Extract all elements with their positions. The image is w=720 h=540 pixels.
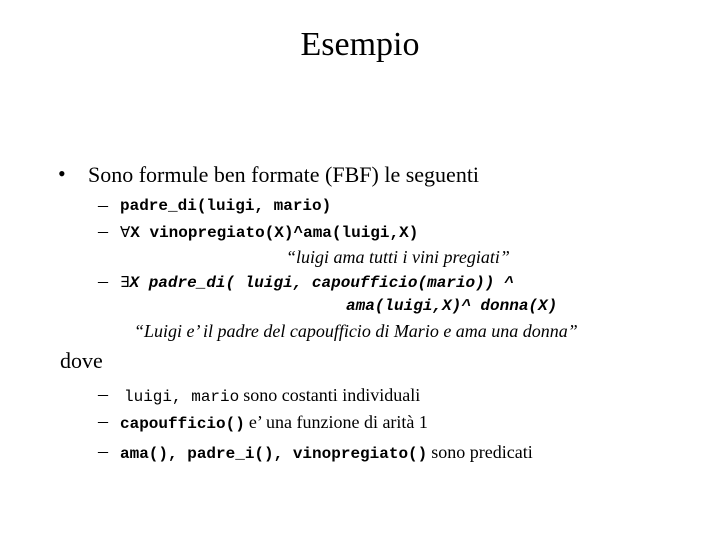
dash-marker: –: [98, 440, 108, 462]
formula-3-line-2: ama(luigi,X)^ donna(X): [346, 297, 558, 315]
where-1-text: sono costanti individuali: [243, 385, 421, 405]
where-1-code: luigi, mario: [124, 388, 240, 406]
dash-marker: –: [98, 410, 108, 432]
formula-3-body-1: X padre_di( luigi, capoufficio(mario)) ^: [129, 274, 514, 292]
dash-marker: –: [98, 383, 108, 405]
slide-title: Esempio: [300, 26, 420, 63]
dash-marker: –: [98, 270, 108, 292]
where-1: [124, 383, 420, 409]
where-2-code: capoufficio(): [120, 415, 245, 433]
dove-label: dove: [60, 348, 103, 373]
formula-3-line-1: [120, 270, 514, 295]
where-2: [120, 410, 428, 436]
where-3-code: ama(), padre_i(), vinopregiato(): [120, 445, 428, 463]
exists-symbol: ∃: [120, 273, 130, 291]
bullet-point: •: [58, 161, 66, 186]
formula-2-body: X vinopregiato(X)^ama(luigi,X): [130, 224, 419, 242]
formula-2: [120, 220, 418, 245]
forall-symbol: ∀: [120, 223, 131, 241]
where-3: [120, 440, 533, 466]
where-3-text: sono predicati: [431, 442, 533, 462]
dash-marker: –: [98, 194, 108, 216]
dash-marker: –: [98, 220, 108, 242]
formula-3-quote: “Luigi e’ il padre del capoufficio di Mario e ama una donna”: [134, 321, 578, 341]
formula-2-quote: “luigi ama tutti i vini pregiati”: [286, 247, 510, 267]
intro-text: Sono formule ben formate (FBF) le seguenti: [88, 162, 480, 187]
formula-1: padre_di(luigi, mario): [120, 197, 332, 215]
where-2-text: e’ una funzione di arità 1: [248, 412, 428, 432]
